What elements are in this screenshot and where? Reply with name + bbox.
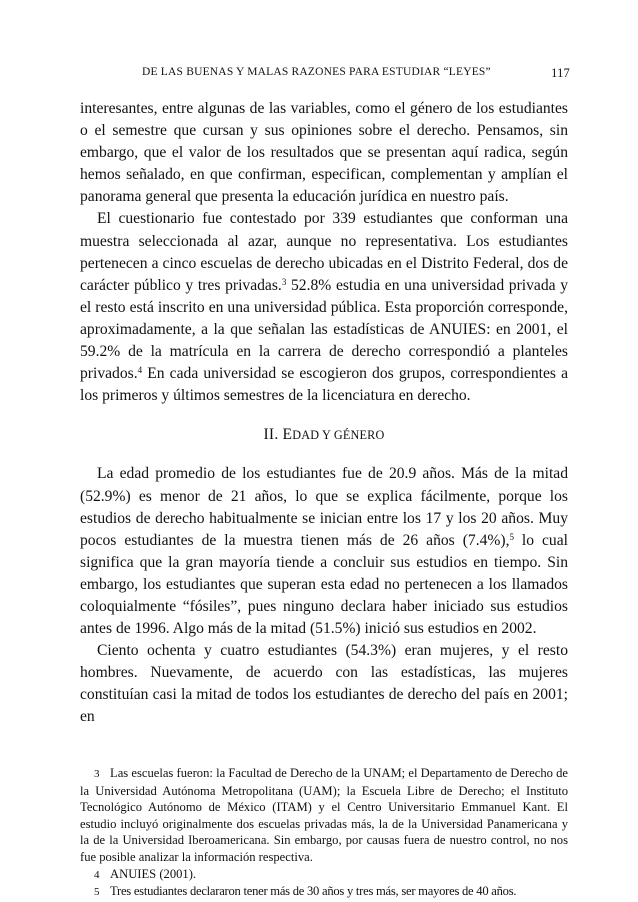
footnote-ref-4[interactable]: 4 bbox=[137, 365, 143, 376]
running-header bbox=[80, 66, 570, 86]
footnote-text: Tres estudiantes declararon tener más de 30 años y tres más, ser mayores de 40 años. bbox=[110, 884, 517, 899]
paragraph-text: 52.8% estudia en una universidad privada y el resto está inscrito en una universidad pública. Esta proporción corresponde, aproximadamente, a la que señalan las estadísticas de ANUIES: en 2001, el 59.2% de la matrícula en la carrera de derecho correspondió a planteles privados. bbox=[80, 276, 569, 383]
section-number: II. E bbox=[263, 426, 293, 444]
section-heading bbox=[80, 424, 568, 446]
footnote-3 bbox=[80, 765, 568, 866]
paragraph-text: La edad promedio de los estudiantes fue de 20.9 años. Más de la mitad (52.9%) es menor de 21 años, lo que se explica fácilmente, porque los estudios de derecho habitualmente se inician entre los 17 y los 20 años. Muy pocos estudiantes de la muestra tienen más de 26 años (7.4%), bbox=[80, 465, 568, 549]
paragraph-text: En cada universidad se escogieron dos grupos, correspondientes a los primeros y últimos semestres de la licenciatura en derecho. bbox=[80, 365, 568, 405]
footnote-5 bbox=[80, 883, 568, 901]
body-text bbox=[80, 98, 568, 729]
paragraph-gender: Ciento ochenta y cuatro estudiantes (54.3%) eran mujeres, y el resto hombres. Nuevamente, de acuerdo con las estadísticas, las mujeres constituían casi la mitad de todos los estudiantes de derecho del país en 2001; en bbox=[80, 642, 568, 726]
paragraph-sample bbox=[80, 208, 568, 407]
footnote-ref-3[interactable]: 3 bbox=[281, 276, 287, 287]
section-title: DAD Y GÉNERO bbox=[292, 428, 385, 443]
running-title: DE LAS BUENAS Y MALAS RAZONES PARA ESTUDIAR “LEYES” bbox=[142, 66, 491, 78]
footnote-4 bbox=[80, 866, 568, 884]
paragraph-continued: interesantes, entre algunas de las variables, como el género de los estudiantes o el semestre que cursan y sus opiniones sobre el derecho. Pensamos, sin embargo, que el valor de los resultados que se presentan aquí radica, según hemos señalado, en que confirman, especifican, complementan y amplían el panorama general que presenta la educación jurídica en nuestro país. bbox=[80, 100, 568, 206]
footnote-text: Las escuelas fueron: la Facultad de Derecho de la UNAM; el Departamento de Derecho de la Universidad Autónoma Metropolitana (UAM); la Escuela Libre de Derecho; el Instituto Tecnológico Autónomo de México (ITAM) y el Centro Universitario Emmanuel Kant. El estudio incluyó originalmente dos escuelas privadas más, la de la Universidad Panamericana y la de la Universidad Iberoamericana. Sin embargo, por causas fuera de nuestro control, no nos fue posible analizar la información respectiva. bbox=[80, 766, 568, 864]
footnotes bbox=[80, 765, 568, 901]
footnote-text: ANUIES (2001). bbox=[110, 866, 197, 881]
footnote-number: 3 bbox=[94, 768, 100, 780]
paragraph-age bbox=[80, 463, 568, 640]
footnote-number: 4 bbox=[94, 868, 100, 881]
page-number: 117 bbox=[551, 66, 570, 80]
paragraph-text: lo cual significa que la gran mayoría tiende a concluir sus estudios en tiempo. Sin embargo, los estudiantes que superan esta edad no pertenecen a los llamados coloquialmente “fósiles”, pues ninguno declara haber iniciado sus estudios antes de 1996. Algo más de la mitad (51.5%) inició sus estudios en 2002. bbox=[80, 531, 568, 638]
paragraph-text: El cuestionario fue contestado por 339 estudiantes que conforman una muestra seleccionada al azar, aunque no representativa. Los estudiantes pertenecen a cinco escuelas de derecho ubicadas en el Distrito Federal, dos de carácter público y tres privadas. bbox=[80, 210, 568, 294]
footnote-number: 5 bbox=[94, 886, 100, 899]
footnote-ref-5[interactable]: 5 bbox=[509, 531, 514, 542]
